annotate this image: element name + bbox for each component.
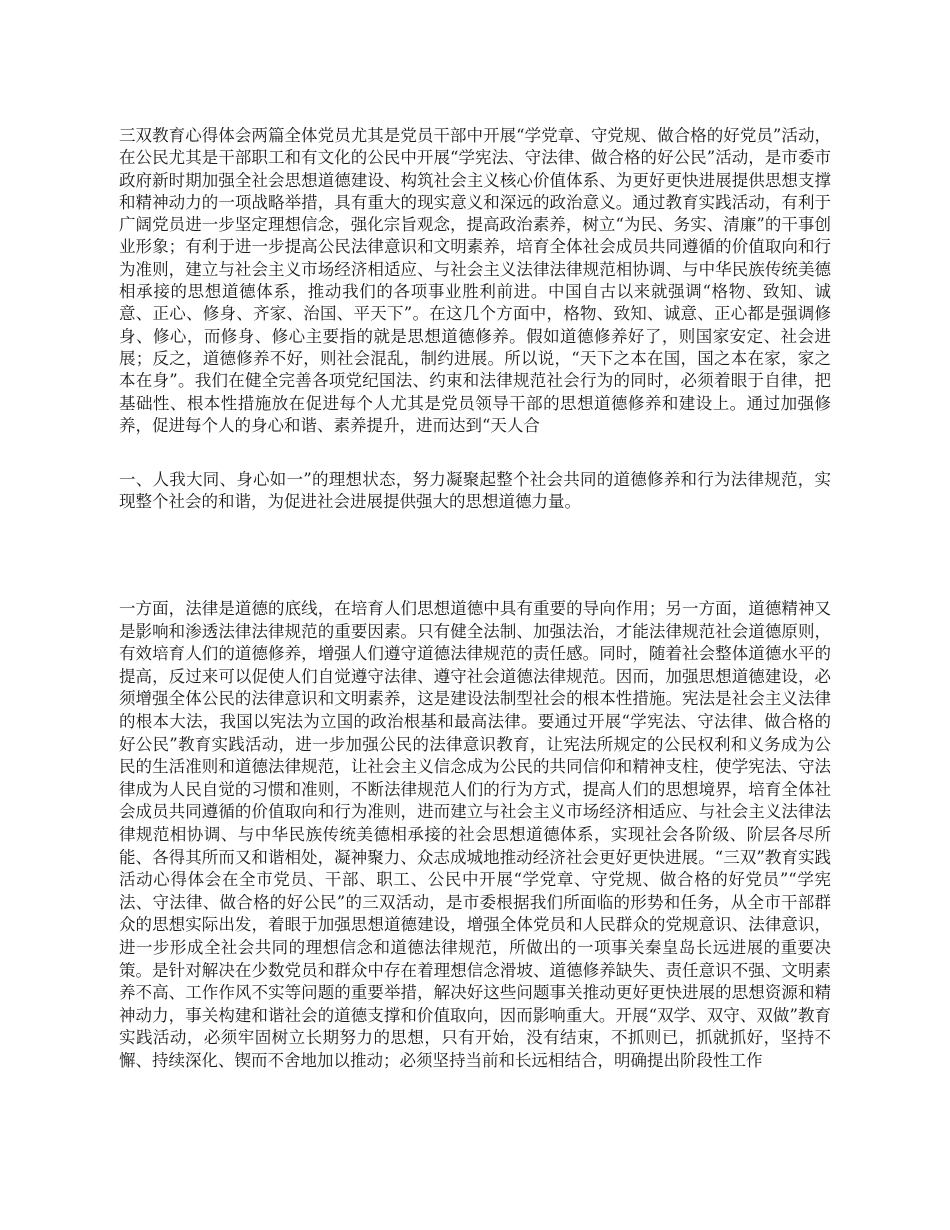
paragraph-continuation: 一、人我大同、身心如一”的理想状态，努力凝聚起整个社会共同的道德修养和行为法律规范，实现整个社会的和谐，为促进社会进展提供强大的思想道德力量。 [119,470,831,512]
paragraph-law-and-morality: 一方面，法律是道德的底线，在培育人们思想道德中具有重要的导向作用；另一方面，道德精神又是影响和渗透法律法律规范的重要因素。只有健全法制、加强法治，才能法律规范社会道德原则，有效培育人们的道德修养，增强人们遵守道德法律规范的责任感。同时，随着社会整体道德水平的提高，反过来可以促使人们自觉遵守法律、遵守社会道德法律规范。因而，加强思想道德建设，必须增强全体公民的法律意识和文明素养，这是建设法制型社会的根本性措施。宪法是社会主义法律的根本大法，我国以宪法为立国的政治根基和最高法律。要通过开展“学宪法、守法律、做合格的好公民”教育实践活动，进一步加强公民的法律意识教育，让宪法所规定的公民权利和义务成为公民的生活准则和道德法律规范，让社会主义信念成为公民的共同信仰和精神支柱，使学宪法、守法律成为人民自觉的习惯和准则，不断法律规范人们的行为方式，提高人们的思想境界，培育全体社会成员共同遵循的价值取向和行为准则，进而建立与社会主义市场经济相适应、与社会主义法律法律规范相协调、与中华民族传统美德相承接的社会思想道德体系，实现社会各阶级、阶层各尽所能、各得其所而又和谐相处，凝神聚力、众志成城地推动经济社会更好更快进展。“三双”教育实践活动心得体会在全市党员、干部、职工、公民中开展“学党章、守党规、做合格的好党员”“学宪法、守法律、做合格的好公民”的三双活动，是市委根据我们所面临的形势和任务，从全市干部群众的思想实际出发，着眼于加强思想道德建设，增强全体党员和人民群众的党规意识、法律意识，进一步形成全社会共同的理想信念和道德法律规范，所做出的一项事关秦皇岛长远进展的重要决策。是针对解决在少数党员和群众中存在着理想信念滑坡、道德修养缺失、责任意识不强、文明素养不高、工作作风不实等问题的重要举措，解决好这些问题事关推动更好更快进展的思想资源和精神动力，事关构建和谐社会的道德支撑和价值取向，因而影响重大。开展“双学、双守、双做”教育实践活动，必须牢固树立长期努力的思想，只有开始，没有结束，不抓则已，抓就抓好，坚持不懈、持续深化、锲而不舍地加以推动；必须坚持当前和长远相结合，明确提出阶段性工作 [119,599,831,1070]
paragraph-intro: 三双教育心得体会两篇全体党员尤其是党员干部中开展“学党章、守党规、做合格的好党员”活动，在公民尤其是干部职工和有文化的公民中开展“学宪法、守法律、做合格的好公民”活动，是市委市政府新时期加强全社会思想道德建设、构筑社会主义核心价值体系、为更好更快进展提供思想支撑和精神动力的一项战略举措，具有重大的现实意义和深远的政治意义。通过教育实践活动，有利于广阔党员进一步坚定理想信念，强化宗旨观念，提高政治素养，树立“为民、务实、清廉”的干事创业形象；有利于进一步提高公民法律意识和文明素养，培育全体社会成员共同遵循的价值取向和行为准则，建立与社会主义市场经济相适应、与社会主义法律法律规范相协调、与中华民族传统美德相承接的思想道德体系，推动我们的各项事业胜利前进。中国自古以来就强调“格物、致知、诚意、正心、修身、齐家、治国、平天下”。在这几个方面中，格物、致知、诚意、正心都是强调修身、修心，而修身、修心主要指的就是思想道德修养。假如道德修养好了，则国家安定、社会进展；反之，道德修养不好，则社会混乱，制约进展。所以说，“天下之本在国，国之本在家，家之本在身”。我们在健全完善各项党纪国法、约束和法律规范社会行为的同时，必须着眼于自律，把基础性、根本性措施放在促进每个人尤其是党员领导干部的思想道德修养和建设上。通过加强修养，促进每个人的身心和谐、素养提升，进而达到“天人合 [119,126,831,435]
